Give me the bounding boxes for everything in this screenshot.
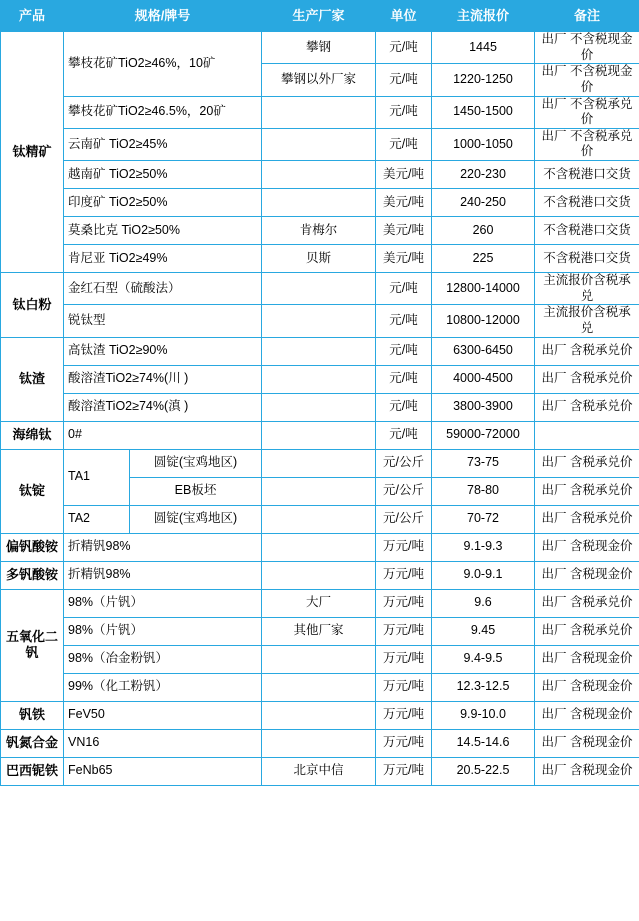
unit-cell: 元/吨: [376, 337, 432, 365]
subspec-cell: EB板坯: [130, 477, 262, 505]
unit-cell: 万元/吨: [376, 729, 432, 757]
price-cell: 220-230: [432, 161, 535, 189]
unit-cell: 元/吨: [376, 64, 432, 96]
spec-cell: 0#: [64, 421, 262, 449]
table-row: [1, 337, 639, 365]
unit-cell: 元/吨: [376, 128, 432, 160]
note-cell: 出厂 含税现金价: [535, 757, 639, 785]
factory-cell: [262, 128, 376, 160]
note-cell: 不含税港口交货: [535, 189, 639, 217]
unit-cell: 万元/吨: [376, 589, 432, 617]
spec-cell: 98%（冶金粉钒）: [64, 645, 262, 673]
factory-cell: 肯梅尔: [262, 217, 376, 245]
note-cell: 出厂 含税承兑价: [535, 393, 639, 421]
price-cell: 20.5-22.5: [432, 757, 535, 785]
note-cell: 出厂 含税承兑价: [535, 505, 639, 533]
unit-cell: 美元/吨: [376, 189, 432, 217]
factory-cell: [262, 393, 376, 421]
unit-cell: 美元/吨: [376, 245, 432, 273]
unit-cell: 元/公斤: [376, 449, 432, 477]
note-cell: 出厂 含税承兑价: [535, 449, 639, 477]
table-row: [1, 96, 639, 128]
note-cell: 出厂 含税现金价: [535, 533, 639, 561]
factory-cell: [262, 189, 376, 217]
price-cell: 260: [432, 217, 535, 245]
spec-cell: 酸溶渣TiO2≥74%(滇 ): [64, 393, 262, 421]
unit-cell: 万元/吨: [376, 673, 432, 701]
spec-cell: 攀枝花矿TiO2≥46%，10矿: [64, 32, 262, 97]
unit-cell: 万元/吨: [376, 757, 432, 785]
table-row: [1, 273, 639, 305]
spec-cell: 金红石型（硫酸法）: [64, 273, 262, 305]
spec-cell: 酸溶渣TiO2≥74%(川 ): [64, 365, 262, 393]
spec-cell: FeV50: [64, 701, 262, 729]
price-cell: 6300-6450: [432, 337, 535, 365]
spec-cell: TA2: [64, 505, 130, 533]
note-cell: 出厂 含税承兑价: [535, 477, 639, 505]
table-row: [1, 128, 639, 160]
note-cell: 出厂 含税承兑价: [535, 337, 639, 365]
spec-cell: 肯尼亚 TiO2≥49%: [64, 245, 262, 273]
spec-cell: 98%（片钒）: [64, 617, 262, 645]
spec-cell: 99%（化工粉钒）: [64, 673, 262, 701]
spec-cell: 印度矿 TiO2≥50%: [64, 189, 262, 217]
price-cell: 240-250: [432, 189, 535, 217]
price-cell: 225: [432, 245, 535, 273]
column-header-spec: 规格/牌号: [64, 1, 262, 32]
factory-cell: 攀钢: [262, 32, 376, 64]
spec-cell: 莫桑比克 TiO2≥50%: [64, 217, 262, 245]
note-cell: 不含税港口交货: [535, 217, 639, 245]
product-category: 钛锭: [1, 449, 64, 533]
factory-cell: 攀钢以外厂家: [262, 64, 376, 96]
unit-cell: 万元/吨: [376, 645, 432, 673]
note-cell: 不含税港口交货: [535, 245, 639, 273]
table-row: [1, 245, 639, 273]
factory-cell: 大厂: [262, 589, 376, 617]
factory-cell: [262, 337, 376, 365]
price-cell: 1220-1250: [432, 64, 535, 96]
column-header-price: 主流报价: [432, 1, 535, 32]
table-row: [1, 533, 639, 561]
price-cell: 9.1-9.3: [432, 533, 535, 561]
factory-cell: [262, 449, 376, 477]
price-cell: 4000-4500: [432, 365, 535, 393]
product-category: 多钒酸铵: [1, 561, 64, 589]
unit-cell: 元/吨: [376, 273, 432, 305]
note-cell: 出厂 不含税现金价: [535, 32, 639, 64]
price-cell: 9.45: [432, 617, 535, 645]
unit-cell: 元/吨: [376, 393, 432, 421]
spec-cell: 折精钒98%: [64, 533, 262, 561]
table-row: [1, 393, 639, 421]
column-header-note: 备注: [535, 1, 639, 32]
column-header-product: 产品: [1, 1, 64, 32]
table-body: [1, 32, 639, 786]
factory-cell: [262, 161, 376, 189]
table-row: [1, 189, 639, 217]
unit-cell: 万元/吨: [376, 617, 432, 645]
product-category: 钒氮合金: [1, 729, 64, 757]
unit-cell: 万元/吨: [376, 561, 432, 589]
spec-cell: VN16: [64, 729, 262, 757]
product-category: 钒铁: [1, 701, 64, 729]
note-cell: 出厂 含税承兑价: [535, 589, 639, 617]
spec-cell: 越南矿 TiO2≥50%: [64, 161, 262, 189]
price-cell: 10800-12000: [432, 305, 535, 337]
price-cell: 9.0-9.1: [432, 561, 535, 589]
spec-cell: 98%（片钒）: [64, 589, 262, 617]
price-cell: 14.5-14.6: [432, 729, 535, 757]
column-header-factory: 生产厂家: [262, 1, 376, 32]
unit-cell: 美元/吨: [376, 161, 432, 189]
subspec-cell: 圆锭(宝鸡地区): [130, 449, 262, 477]
table-row: [1, 217, 639, 245]
table-row: [1, 757, 639, 785]
note-cell: 出厂 含税承兑价: [535, 617, 639, 645]
factory-cell: [262, 673, 376, 701]
price-cell: 9.6: [432, 589, 535, 617]
product-category: 五氧化二钒: [1, 589, 64, 701]
price-cell: 9.4-9.5: [432, 645, 535, 673]
factory-cell: [262, 729, 376, 757]
price-cell: 59000-72000: [432, 421, 535, 449]
table-row: [1, 617, 639, 645]
spec-cell: 高钛渣 TiO2≥90%: [64, 337, 262, 365]
table-row: [1, 32, 639, 64]
table-row: [1, 505, 639, 533]
note-cell: 不含税港口交货: [535, 161, 639, 189]
spec-cell: 攀枝花矿TiO2≥46.5%，20矿: [64, 96, 262, 128]
unit-cell: 元/公斤: [376, 505, 432, 533]
factory-cell: [262, 421, 376, 449]
table-row: [1, 449, 639, 477]
price-cell: 3800-3900: [432, 393, 535, 421]
spec-cell: FeNb65: [64, 757, 262, 785]
table-row: [1, 421, 639, 449]
table-row: [1, 161, 639, 189]
unit-cell: 美元/吨: [376, 217, 432, 245]
product-category: 钛精矿: [1, 32, 64, 273]
table-row: [1, 673, 639, 701]
table-row: [1, 589, 639, 617]
product-category: 海绵钛: [1, 421, 64, 449]
price-cell: 70-72: [432, 505, 535, 533]
product-category: 巴西铌铁: [1, 757, 64, 785]
factory-cell: [262, 533, 376, 561]
factory-cell: [262, 365, 376, 393]
price-cell: 78-80: [432, 477, 535, 505]
table-row: [1, 701, 639, 729]
column-header-unit: 单位: [376, 1, 432, 32]
note-cell: 主流报价含税承兑: [535, 273, 639, 305]
subspec-cell: 圆锭(宝鸡地区): [130, 505, 262, 533]
factory-cell: [262, 305, 376, 337]
price-cell: 1000-1050: [432, 128, 535, 160]
price-cell: 73-75: [432, 449, 535, 477]
factory-cell: [262, 477, 376, 505]
note-cell: 出厂 含税承兑价: [535, 365, 639, 393]
factory-cell: [262, 561, 376, 589]
note-cell: 出厂 含税现金价: [535, 561, 639, 589]
price-cell: 1445: [432, 32, 535, 64]
table-row: [1, 365, 639, 393]
unit-cell: 元/吨: [376, 32, 432, 64]
factory-cell: [262, 96, 376, 128]
unit-cell: 万元/吨: [376, 701, 432, 729]
note-cell: 主流报价含税承兑: [535, 305, 639, 337]
product-category: 偏钒酸铵: [1, 533, 64, 561]
factory-cell: 贝斯: [262, 245, 376, 273]
table-header: [1, 1, 639, 32]
unit-cell: 元/吨: [376, 365, 432, 393]
note-cell: 出厂 含税现金价: [535, 645, 639, 673]
product-category: 钛渣: [1, 337, 64, 421]
factory-cell: [262, 701, 376, 729]
unit-cell: 元/吨: [376, 305, 432, 337]
factory-cell: 其他厂家: [262, 617, 376, 645]
note-cell: 出厂 不含税承兑价: [535, 96, 639, 128]
spec-cell: 云南矿 TiO2≥45%: [64, 128, 262, 160]
unit-cell: 元/吨: [376, 421, 432, 449]
note-cell: 出厂 含税现金价: [535, 673, 639, 701]
spec-cell: TA1: [64, 449, 130, 505]
note-cell: 出厂 含税现金价: [535, 729, 639, 757]
price-cell: 12.3-12.5: [432, 673, 535, 701]
unit-cell: 元/吨: [376, 96, 432, 128]
note-cell: 出厂 不含税现金价: [535, 64, 639, 96]
table-row: [1, 729, 639, 757]
note-cell: 出厂 含税现金价: [535, 701, 639, 729]
factory-cell: [262, 273, 376, 305]
note-cell: [535, 421, 639, 449]
product-category: 钛白粉: [1, 273, 64, 338]
unit-cell: 万元/吨: [376, 533, 432, 561]
table-row: [1, 645, 639, 673]
factory-cell: [262, 645, 376, 673]
spec-cell: 锐钛型: [64, 305, 262, 337]
note-cell: 出厂 不含税承兑价: [535, 128, 639, 160]
factory-cell: [262, 505, 376, 533]
price-cell: 9.9-10.0: [432, 701, 535, 729]
spec-cell: 折精钒98%: [64, 561, 262, 589]
factory-cell: 北京中信: [262, 757, 376, 785]
price-cell: 12800-14000: [432, 273, 535, 305]
price-cell: 1450-1500: [432, 96, 535, 128]
table-row: [1, 561, 639, 589]
unit-cell: 元/公斤: [376, 477, 432, 505]
table-row: [1, 305, 639, 337]
